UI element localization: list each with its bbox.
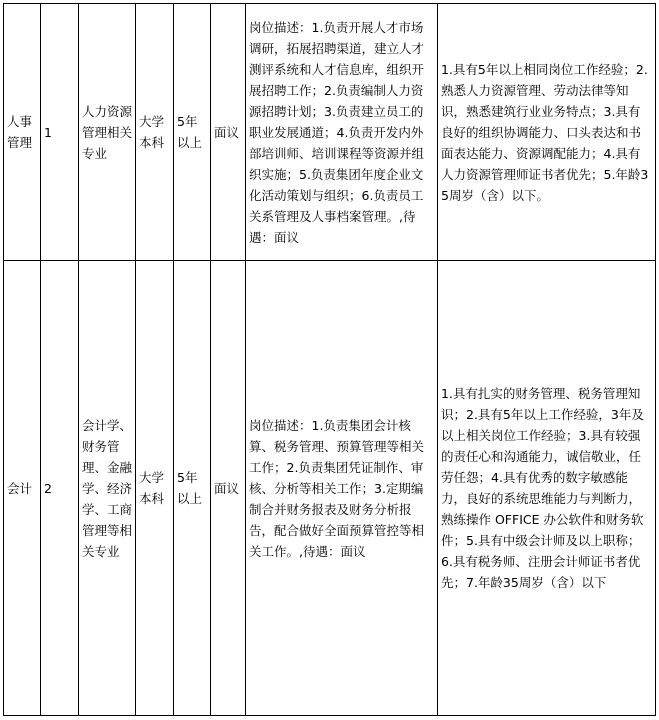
description-cell (246, 4, 438, 261)
requirements-text: 1.具有5年以上相同岗位工作经验；2.熟悉人力资源管理、劳动法律等知识，熟悉建筑行业业务特点；3.具有良好的组织协调能力、口头表达和书面表达能力、资源调配能力；4.具有人力资源管理师证书者优先；5.年龄35周岁（含）以下。 (441, 61, 649, 203)
description-cell (246, 261, 438, 716)
number-text: 1 (44, 124, 52, 140)
major-text: 人力资源管理相关专业 (82, 103, 133, 161)
category-cell (4, 4, 41, 261)
education-text: 大学本科 (139, 470, 165, 506)
education-cell (136, 4, 174, 261)
job-listing-table (3, 3, 656, 716)
experience-text: 5年以上 (177, 470, 203, 506)
number-text: 2 (44, 480, 52, 496)
education-text: 大学本科 (139, 114, 165, 150)
requirements-cell (438, 261, 656, 716)
category-text: 人事管理 (7, 114, 33, 150)
category-text: 会计 (7, 480, 33, 496)
salary-cell (211, 4, 246, 261)
major-cell (79, 4, 136, 261)
experience-cell (174, 261, 211, 716)
category-cell (4, 261, 41, 716)
table-row (4, 4, 656, 261)
education-cell (136, 261, 174, 716)
requirements-text: 1.具有扎实的财务管理、税务管理知识；2.具有5年以上工作经验，3年及以上相关岗位工作经验；3.具有较强的责任心和沟通能力，诚信敬业，任劳任怨；4.具有优秀的数字敏感能力，良好的系统思维能力与判断力，熟练操作 OFFICE 办公软件和财务软件；5.具有中级会计师及以上职称；6.具有税务师、注册会计师证书者优先；7.年龄35周岁（含）以下 (441, 386, 644, 590)
salary-text: 面议 (214, 480, 240, 496)
experience-text: 5年以上 (177, 114, 203, 150)
major-cell (79, 261, 136, 716)
major-text: 会计学、财务管理、金融学、经济学、工商管理等相关专业 (82, 417, 133, 559)
number-cell (41, 4, 79, 261)
requirements-cell (438, 4, 656, 261)
salary-cell (211, 261, 246, 716)
salary-text: 面议 (214, 124, 240, 140)
description-text: 岗位描述：1.负责集团会计核算、税务管理、预算管理等相关工作；2.负责集团凭证制作、审核、分析等相关工作；3.定期编制合并财务报表及财务分析报告，配合做好全面预算管控等相关工作。,待遇：面议 (249, 417, 425, 559)
table-row (4, 261, 656, 716)
number-cell (41, 261, 79, 716)
description-text: 岗位描述：1.负责开展人才市场调研，拓展招聘渠道，建立人才测评系统和人才信息库，组织开展招聘工作；2.负责编制人力资源招聘计划；3.负责建立员工的职业发展通道；4.负责开发内外部培训师、培训课程等资源并组织实施；5.负责集团年度企业文化活动策划与组织；6.负责员工关系管理及人事档案管理。,待遇：面议 (249, 19, 425, 245)
experience-cell (174, 4, 211, 261)
